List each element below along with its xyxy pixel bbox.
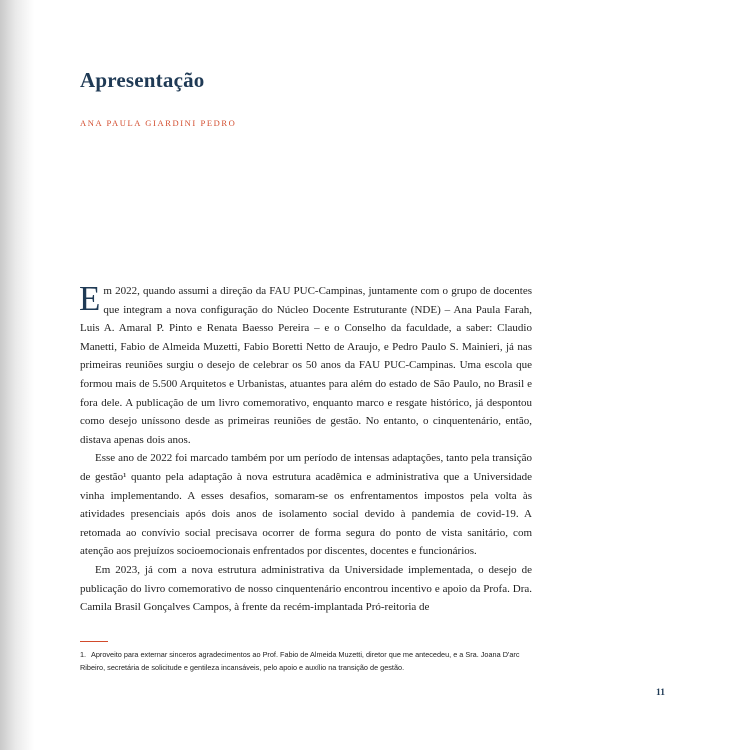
drop-cap: E	[79, 279, 101, 318]
body-text	[79, 279, 532, 617]
paragraph-1	[79, 279, 532, 449]
footnote-number: 1.	[80, 650, 87, 659]
footnote-text: Aproveito para externar sinceros agradecimentos ao Prof. Fabio de Almeida Muzetti, diretor que me antecedeu, e a Sra. Joana D'arc Ribeiro, secretária de solicitude e gentileza incansáveis, pelo apoio e auxílio na transição de gestão.	[80, 650, 520, 672]
paragraph-2: Esse ano de 2022 foi marcado também por um período de intensas adaptações, tanto pela transição de gestão¹ quanto pela adaptação à nova estrutura acadêmica e administrativa que a Universidade vinha implementando. A esses desafios, somaram-se os enfrentamentos impostos pela volta às atividades presenciais após dois anos de isolamento social devido à pandemia de covid-19. A retomada ao convívio social precisava ocorrer de forma segura do ponto de vista sanitário, com atenção aos prejuízos socioemocionais enfrentados por discentes, docentes e funcionários.	[80, 452, 532, 558]
paragraph-3: Em 2023, já com a nova estrutura administrativa da Universidade implementada, o desejo de publicação do livro comemorativo de nosso cinquentenário encontrou incentivo e apoio da Profa. Dra. Camila Brasil Gonçalves Campos, à frente da recém-implantada Pró-reitoria de	[80, 563, 532, 614]
paragraph-1-text: m 2022, quando assumi a direção da FAU PUC-Campinas, juntamente com o grupo de docentes que integram a nova configuração do Núcleo Docente Estruturante (NDE) – Ana Paula Farah, Luis A. Amaral P. Pinto e Renata Baesso Pereira – e o Conselho da faculdade, a saber: Claudio Manetti, Fabio de Almeida Muzetti, Fabio Boretti Netto de Araujo, e Pedro Paulo S. Mainieri, já nas primeiras reuniões surgiu o desejo de celebrar os 50 anos da FAU PUC-Campinas. Uma escola que formou mais de 5.500 Arquitetos e Urbanistas, atuantes para além do estado de São Paulo, no Brasil e fora dele. A publicação de um livro comemorativo, enquanto marco e resgate histórico, já despontou como desejo uníssono desde as primeiras reuniões de gestão. No entanto, o cinquentenário, então, distava apenas dois anos.	[80, 285, 532, 446]
page-number: 11	[656, 688, 665, 698]
author-name: ANA PAULA GIARDINI PEDRO	[80, 118, 237, 128]
footnote-divider	[80, 641, 108, 642]
page-title: Apresentação	[80, 68, 205, 92]
book-gutter-shadow	[0, 0, 34, 750]
footnote	[80, 648, 532, 674]
